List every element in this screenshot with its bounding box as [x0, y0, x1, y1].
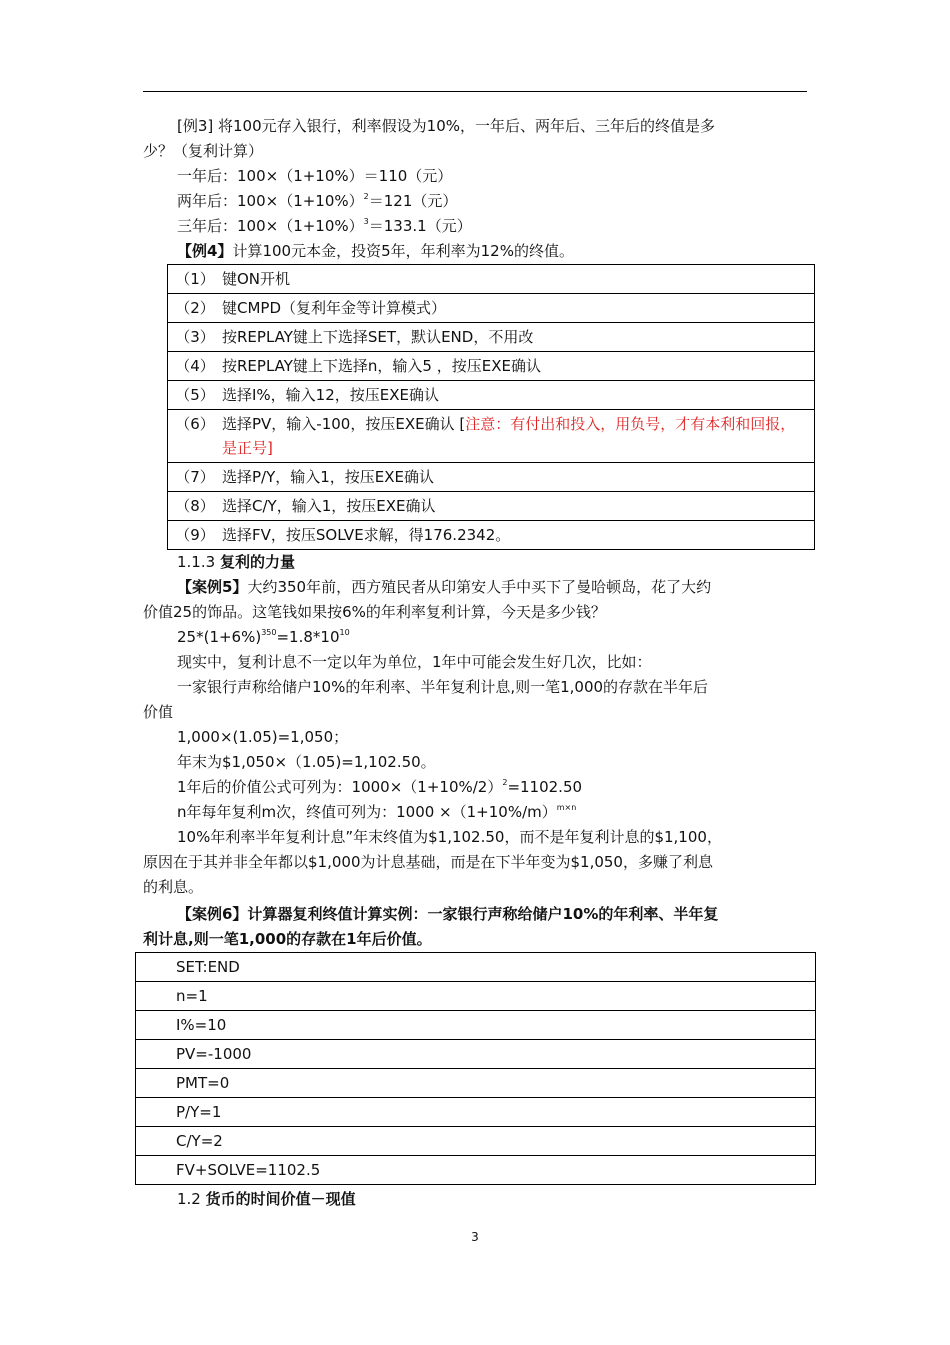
step-text: 选择FV，按压SOLVE求解，得176.2342。 — [222, 521, 815, 550]
case5-formula2: 1年后的价值公式可列为：$1000\times(1+10\%/2)^2=1102.50$ — [177, 778, 583, 796]
page-content — [143, 114, 807, 1212]
section-1-2-heading: 1.2 货币的时间价值－现值 — [177, 1190, 356, 1208]
case5-para2-line2: 价值 — [143, 703, 174, 721]
calc-row — [136, 1011, 816, 1040]
step-row — [168, 294, 815, 323]
case5-calc2: 年末为$1,050×（1.05)=1,102.50。 — [177, 753, 436, 771]
example3-year2: 两年后：$100\times(1+10\%)^2=121$（元） — [177, 192, 458, 210]
example3-year3: 三年后：$100\times(1+10\%)^3=133.1$（元） — [177, 217, 472, 235]
calc-row — [136, 1127, 816, 1156]
step-row — [168, 463, 815, 492]
step-number: （1） — [168, 265, 223, 294]
step-number: （8） — [168, 492, 223, 521]
step-number: （2） — [168, 294, 223, 323]
step-number: （7） — [168, 463, 223, 492]
case5-line2: 价值25的饰品。这笔钱如果按6%的年利率复利计算，今天是多少钱？ — [143, 603, 606, 621]
calc-row — [136, 982, 816, 1011]
step-row — [168, 492, 815, 521]
calc-cell: I%=10 — [136, 1011, 816, 1040]
calc-cell: PV=-1000 — [136, 1040, 816, 1069]
example3-line1: [例3] 将100元存入银行，利率假设为10%，一年后、两年后、三年后的终值是多 — [177, 117, 715, 135]
calc-row — [136, 1040, 816, 1069]
example4-heading: 【例4】计算100元本金，投资5年，年利率为12%的终值。 — [177, 242, 574, 260]
section-1-1-3-heading: 1.1.3 复利的力量 — [177, 553, 295, 571]
calc-cell: PMT=0 — [136, 1069, 816, 1098]
case5-para1: 现实中，复利计息不一定以年为单位，1年中可能会发生好几次，比如： — [177, 653, 652, 671]
step-number: （5） — [168, 381, 223, 410]
step-text: 键CMPD（复利年金等计算模式） — [222, 294, 815, 323]
case5-para3-line1: 10%年利率半年复利计息”年末终值为$1,102.50，而不是年复利计息的$1,100， — [177, 828, 722, 846]
case5-para3-line3: 的利息。 — [143, 878, 204, 896]
step-text: 按REPLAY键上下选择n，输入5 ，按压EXE确认 — [222, 352, 815, 381]
step-text: 选择PV，输入-100，按压EXE确认 [注意：有付出和投入，用负号，才有本利和回报，是正号] — [222, 410, 815, 463]
case5-line1: 【案例5】大约350年前，西方殖民者从印第安人手中买下了曼哈顿岛，花了大约 — [177, 578, 712, 596]
step-row — [168, 410, 815, 463]
step-text: 按REPLAY键上下选择SET，默认END，不用改 — [222, 323, 815, 352]
calc-row — [136, 1156, 816, 1185]
step-number: （3） — [168, 323, 223, 352]
step-text: 键ON开机 — [222, 265, 815, 294]
step-row — [168, 323, 815, 352]
case5-formula3: n年每年复利m次，终值可列为：$1000 \times(1+10\%/m)^{m\times n}$ — [177, 803, 577, 821]
example3-line2: 少？（复利计算） — [143, 142, 264, 160]
example3-year1: 一年后：100×（1+10%）＝110（元） — [177, 167, 453, 185]
step-text: 选择C/Y，输入1，按压EXE确认 — [222, 492, 815, 521]
step-row — [168, 352, 815, 381]
step-row — [168, 381, 815, 410]
case5-para2-line1: 一家银行声称给储户10%的年利率、半年复利计息,则一笔1,000的存款在半年后 — [177, 678, 709, 696]
step-note: 注意：有付出和投入，用负号，才有本利和回报，是正号 — [222, 415, 796, 457]
step-text: 选择I%，输入12，按压EXE确认 — [222, 381, 815, 410]
step-row — [168, 521, 815, 550]
calc-cell: n=1 — [136, 982, 816, 1011]
case6-line1: 【案例6】计算器复利终值计算实例：一家银行声称给储户10%的年利率、半年复 — [177, 905, 719, 923]
case5-calc1: 1,000×(1.05)=1,050； — [177, 728, 349, 746]
calc-cell: SET:END — [136, 953, 816, 982]
case5-para3-line2: 原因在于其并非全年都以$1,000为计息基础，而是在下半年变为$1,050，多赚了利息 — [143, 853, 713, 871]
calc-cell: P/Y=1 — [136, 1098, 816, 1127]
step-number: （4） — [168, 352, 223, 381]
calc-cell: C/Y=2 — [136, 1127, 816, 1156]
calc-row — [136, 953, 816, 982]
calc-cell: FV+SOLVE=1102.5 — [136, 1156, 816, 1185]
calc-row — [136, 1098, 816, 1127]
page-number: 3 — [471, 1230, 479, 1244]
step-number: （6） — [168, 410, 223, 463]
step-number: （9） — [168, 521, 223, 550]
header-rule — [143, 91, 807, 92]
case5-formula: $25*(1+6\%)^{350}=1.8*10^{10}$ — [177, 628, 350, 646]
step-text: 选择P/Y，输入1，按压EXE确认 — [222, 463, 815, 492]
example4-steps-table — [167, 264, 815, 550]
case6-calculator-table — [135, 952, 816, 1185]
step-row — [168, 265, 815, 294]
case6-line2: 利计息,则一笔1,000的存款在1年后价值。 — [143, 930, 432, 948]
calc-row — [136, 1069, 816, 1098]
